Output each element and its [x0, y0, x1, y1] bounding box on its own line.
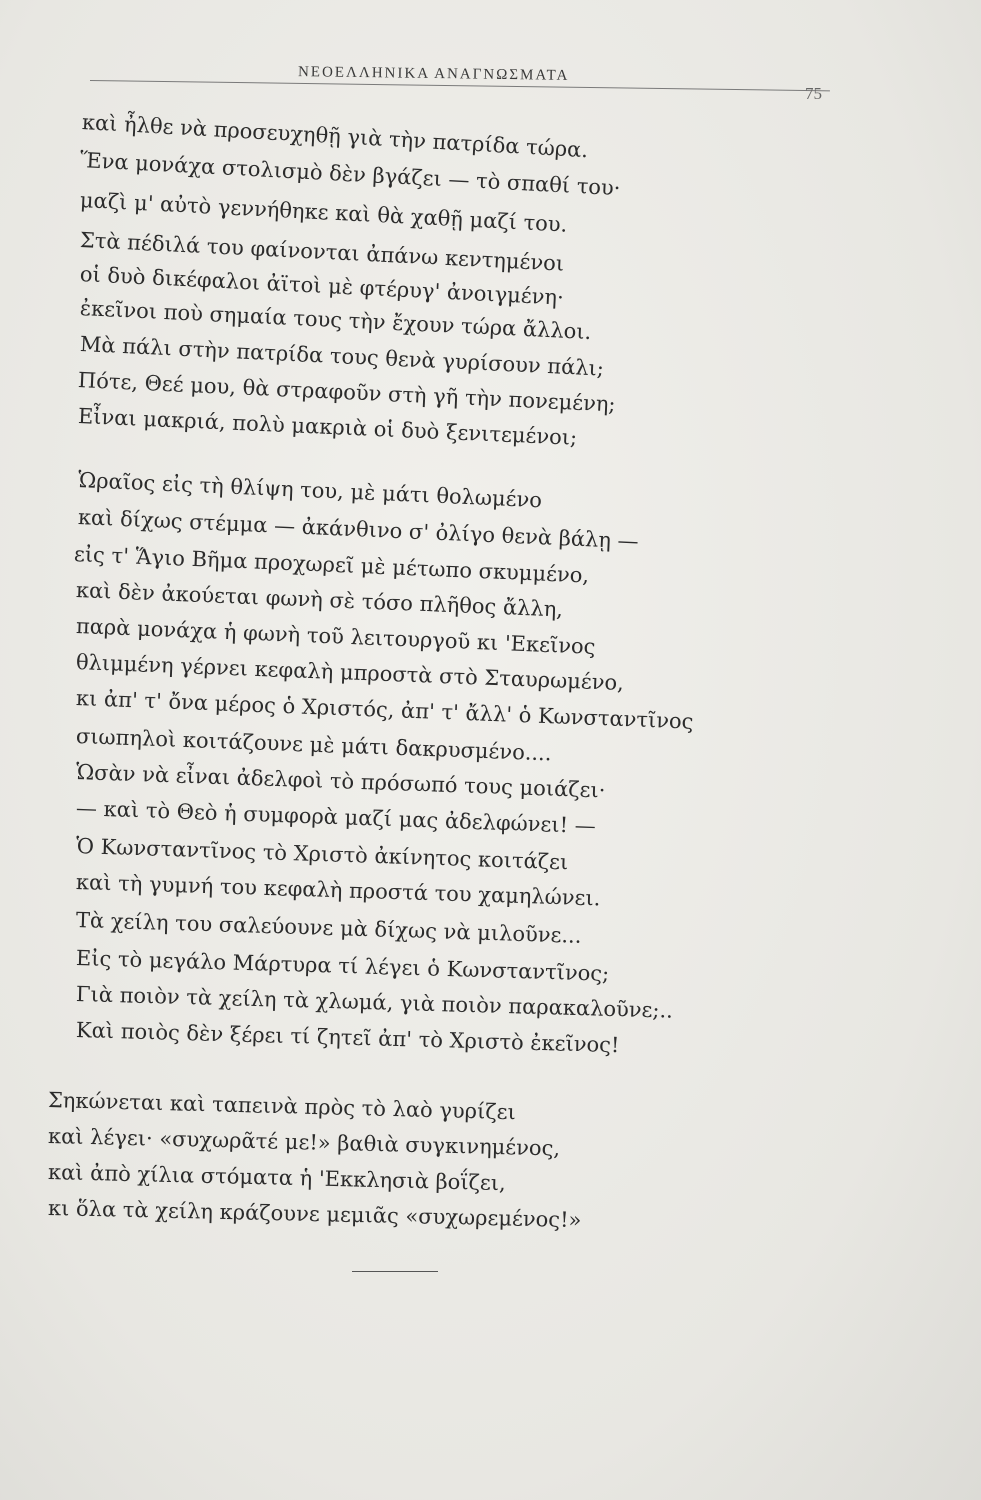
- verse-line: Μὰ πάλι στὴν πατρίδα τους θενὰ γυρίσουν πάλι;: [79, 332, 605, 381]
- verse-line: Ὡσὰν νὰ εἶναι ἀδελφοὶ τὸ πρόσωπό τους μοιάζει·: [75, 760, 606, 803]
- verse-line: Ἕνα μονάχα στολισμὸ δὲν βγάζει — τὸ σπαθί του·: [79, 148, 622, 201]
- verse-line: εἰς τ' Ἅγιο Βῆμα προχωρεῖ μὲ μέτωπο σκυμμένο,: [73, 542, 590, 588]
- verse-line: καὶ δὲν ἀκούεται φωνὴ σὲ τόσο πλῆθος ἄλλη,: [75, 578, 564, 622]
- verse-line: κι ὅλα τὰ χείλη κράζουνε μεμιᾶς «συχωρεμένος!»: [47, 1196, 582, 1233]
- verse-line: Εἶναι μακριά, πολὺ μακριὰ οἱ δυὸ ξενιτεμένοι;: [77, 404, 578, 450]
- verse-line: ἐκεῖνοι ποὺ σημαία τους τὴν ἔχουν τώρα ἄλλοι.: [79, 296, 592, 345]
- verse-line: καὶ δίχως στέμμα — ἀκάνθινο σ' ὀλίγο θενὰ βάλῃ —: [77, 505, 640, 554]
- verse-line: Ὡραῖος εἰς τὴ θλίψη του, μὲ μάτι θολωμένο: [77, 468, 543, 513]
- verse-line: παρὰ μονάχα ἡ φωνὴ τοῦ λειτουργοῦ κι 'Εκεῖνος: [75, 614, 596, 659]
- verse-line: Σηκώνεται καὶ ταπεινὰ πρὸς τὸ λαὸ γυρίζει: [47, 1088, 517, 1125]
- verse-line: καὶ τὴ γυμνή του κεφαλὴ προστά του χαμηλώνει.: [75, 870, 601, 911]
- verse-line: οἱ δυὸ δικέφαλοι ἀϊτοὶ μὲ φτέρυγ' ἀνοιγμένη·: [79, 262, 565, 310]
- verse-line: κι ἀπ' τ' ὄνα μέρος ὁ Χριστός, ἀπ' τ' ἄλλ' ὁ Κωνσταντῖνος: [75, 686, 694, 734]
- verse-line: θλιμμένη γέρνει κεφαλὴ μπροστὰ στὸ Σταυρωμένο,: [75, 650, 625, 696]
- verse-line: Πότε, Θεέ μου, θὰ στραφοῦν στὴ γῆ τὴν πονεμένη;: [77, 368, 617, 417]
- verse-line: Τὰ χείλη του σαλεύουνε μὰ δίχως νὰ μιλοῦνε...: [75, 908, 582, 948]
- verse-line: καὶ λέγει· «συχωρᾶτέ με!» βαθιὰ συγκινημένος,: [47, 1124, 561, 1161]
- verse-line: μαζὶ μ' αὐτὸ γεννήθηκε καὶ θὰ χαθῇ μαζί του.: [79, 188, 568, 237]
- verse-line: Εἰς τὸ μεγάλο Μάρτυρα τί λέγει ὁ Κωνσταντῖνος;: [75, 946, 610, 986]
- verse-line: Καὶ ποιὸς δὲν ξέρει τί ζητεῖ ἀπ' τὸ Χριστὸ ἐκεῖνος!: [75, 1018, 620, 1058]
- section-end-rule: [352, 1271, 438, 1272]
- verse-line: καὶ ἦλθε νὰ προσευχηθῇ γιὰ τὴν πατρίδα τώρα.: [81, 110, 589, 163]
- verse-line: σιωπηλοὶ κοιτάζουνε μὲ μάτι δακρυσμένο....: [75, 724, 552, 766]
- verse-line: Στὰ πέδιλά του φαίνονται ἀπάνω κεντημένοι: [79, 228, 565, 276]
- running-header: [90, 62, 830, 102]
- header-title: ΝΕΟΕΛΛΗΝΙΚΑ ΑΝΑΓΝΩΣΜΑΤΑ: [297, 64, 570, 84]
- verse-line: καὶ ἀπὸ χίλια στόματα ἡ 'Εκκλησιὰ βοΐζει,: [47, 1160, 507, 1196]
- verse-line: Γιὰ ποιὸν τὰ χείλη τὰ χλωμά, γιὰ ποιὸν παρακαλοῦνε;..: [75, 982, 674, 1023]
- verse-line: Ὁ Κωνσταντῖνος τὸ Χριστὸ ἀκίνητος κοιτάζει: [75, 834, 569, 875]
- page-number: 75: [805, 84, 822, 103]
- verse-line: — καὶ τὸ Θεὸ ἡ συμφορὰ μαζί μας ἀδελφώνει! —: [75, 796, 597, 839]
